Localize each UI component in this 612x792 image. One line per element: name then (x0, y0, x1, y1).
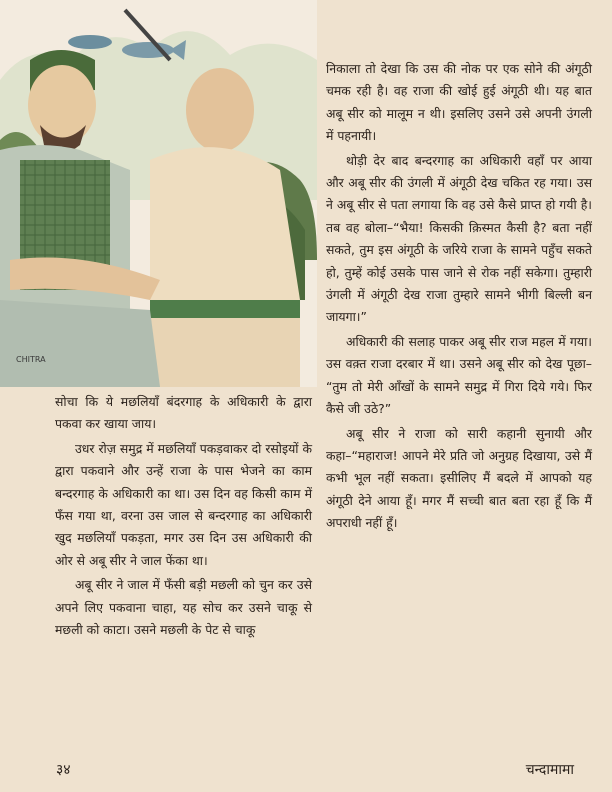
artist-signature: CHITRA (16, 355, 46, 364)
left-text-column (55, 391, 312, 643)
right-text-column (326, 58, 592, 537)
paragraph: निकाला तो देखा कि उस की नोक पर एक सोने की अंगूठी चमक रही है। वह राजा की खोई हुई अंगूठी थी। यह बात अबू सीर को मालूम न थी। इसलिए उसने उसे अपनी उंगली में पहनायी। (326, 61, 592, 144)
magazine-name: चन्दामामा (525, 762, 574, 778)
paragraph: सोचा कि ये मछलियाँ बंदरगाह के अधिकारी के द्वारा पकवा कर खाया जाय। (55, 394, 312, 432)
paragraph: थोड़ी देर बाद बन्दरगाह का अधिकारी वहाँ पर आया और अबू सीर की उंगली में अंगूठी देख चकित रह गया। उस ने अबू सीर से पता लगाया कि वह उसे कैसे प्राप्त हो गयी है। तब वह बोला–“भैया! किसकी क़िस्मत कैसी है? बता नहीं सकते, तुम इस अंगूठी के जरिये राजा के सामने पहुँच सकते हो, तुम्हें कोई उसके पास जाने से रोक नहीं सकेगा। तुम्हारी उंगली में अंगूठी देख राजा तुम्हारे सामने भीगी बिल्ली बन जायगा।” (326, 152, 592, 325)
paragraph: अबू सीर ने जाल में फँसी बड़ी मछली को चुन कर उसे अपने लिए पकवाना चाहा, यह सोच कर उसने चाकू से मछली को काटा। उसने मछली के पेट से चाकू (55, 577, 312, 638)
paragraph: अबू सीर ने राजा को सारी कहानी सुनायी और कहा–“महाराज! आपने मेरे प्रति जो अनुग्रह दिखाया, उसे मैं कभी भूल नहीं सकता। इसीलिए मैं बदले में आपको यह अंगूठी देने आया हूँ। मगर मैं सच्ची बात बता रहा हूँ कि मैं अपराधी नहीं हूँ। (326, 425, 592, 531)
paragraph: उधर रोज़ समुद्र में मछलियाँ पकड़वाकर दो रसोइयों के द्वारा पकवाने और उन्हें राजा के पास भेजने का काम बन्दरगाह के अधिकारी का था। उस दिन वह किसी काम में फँस गया था, वरना उस जाल से बन्दरगाह का अधिकारी खुद मछलियाँ पकड़ता, मगर उस दिन उस अधिकारी की ओर से अबू सीर ने जाल फेंका था। (55, 440, 312, 568)
page-number: ३४ (56, 762, 71, 778)
paragraph: अधिकारी की सलाह पाकर अबू सीर राज महल में गया। उस वक़्त राजा दरबार में था। उसने अबू सीर को देख पूछा– “तुम तो मेरी आँखों के सामने समुद्र में गिरा दिये गये। फिर कैसे जी उठे?” (326, 333, 592, 417)
illustration-drawing (0, 0, 317, 387)
story-illustration (0, 0, 317, 387)
